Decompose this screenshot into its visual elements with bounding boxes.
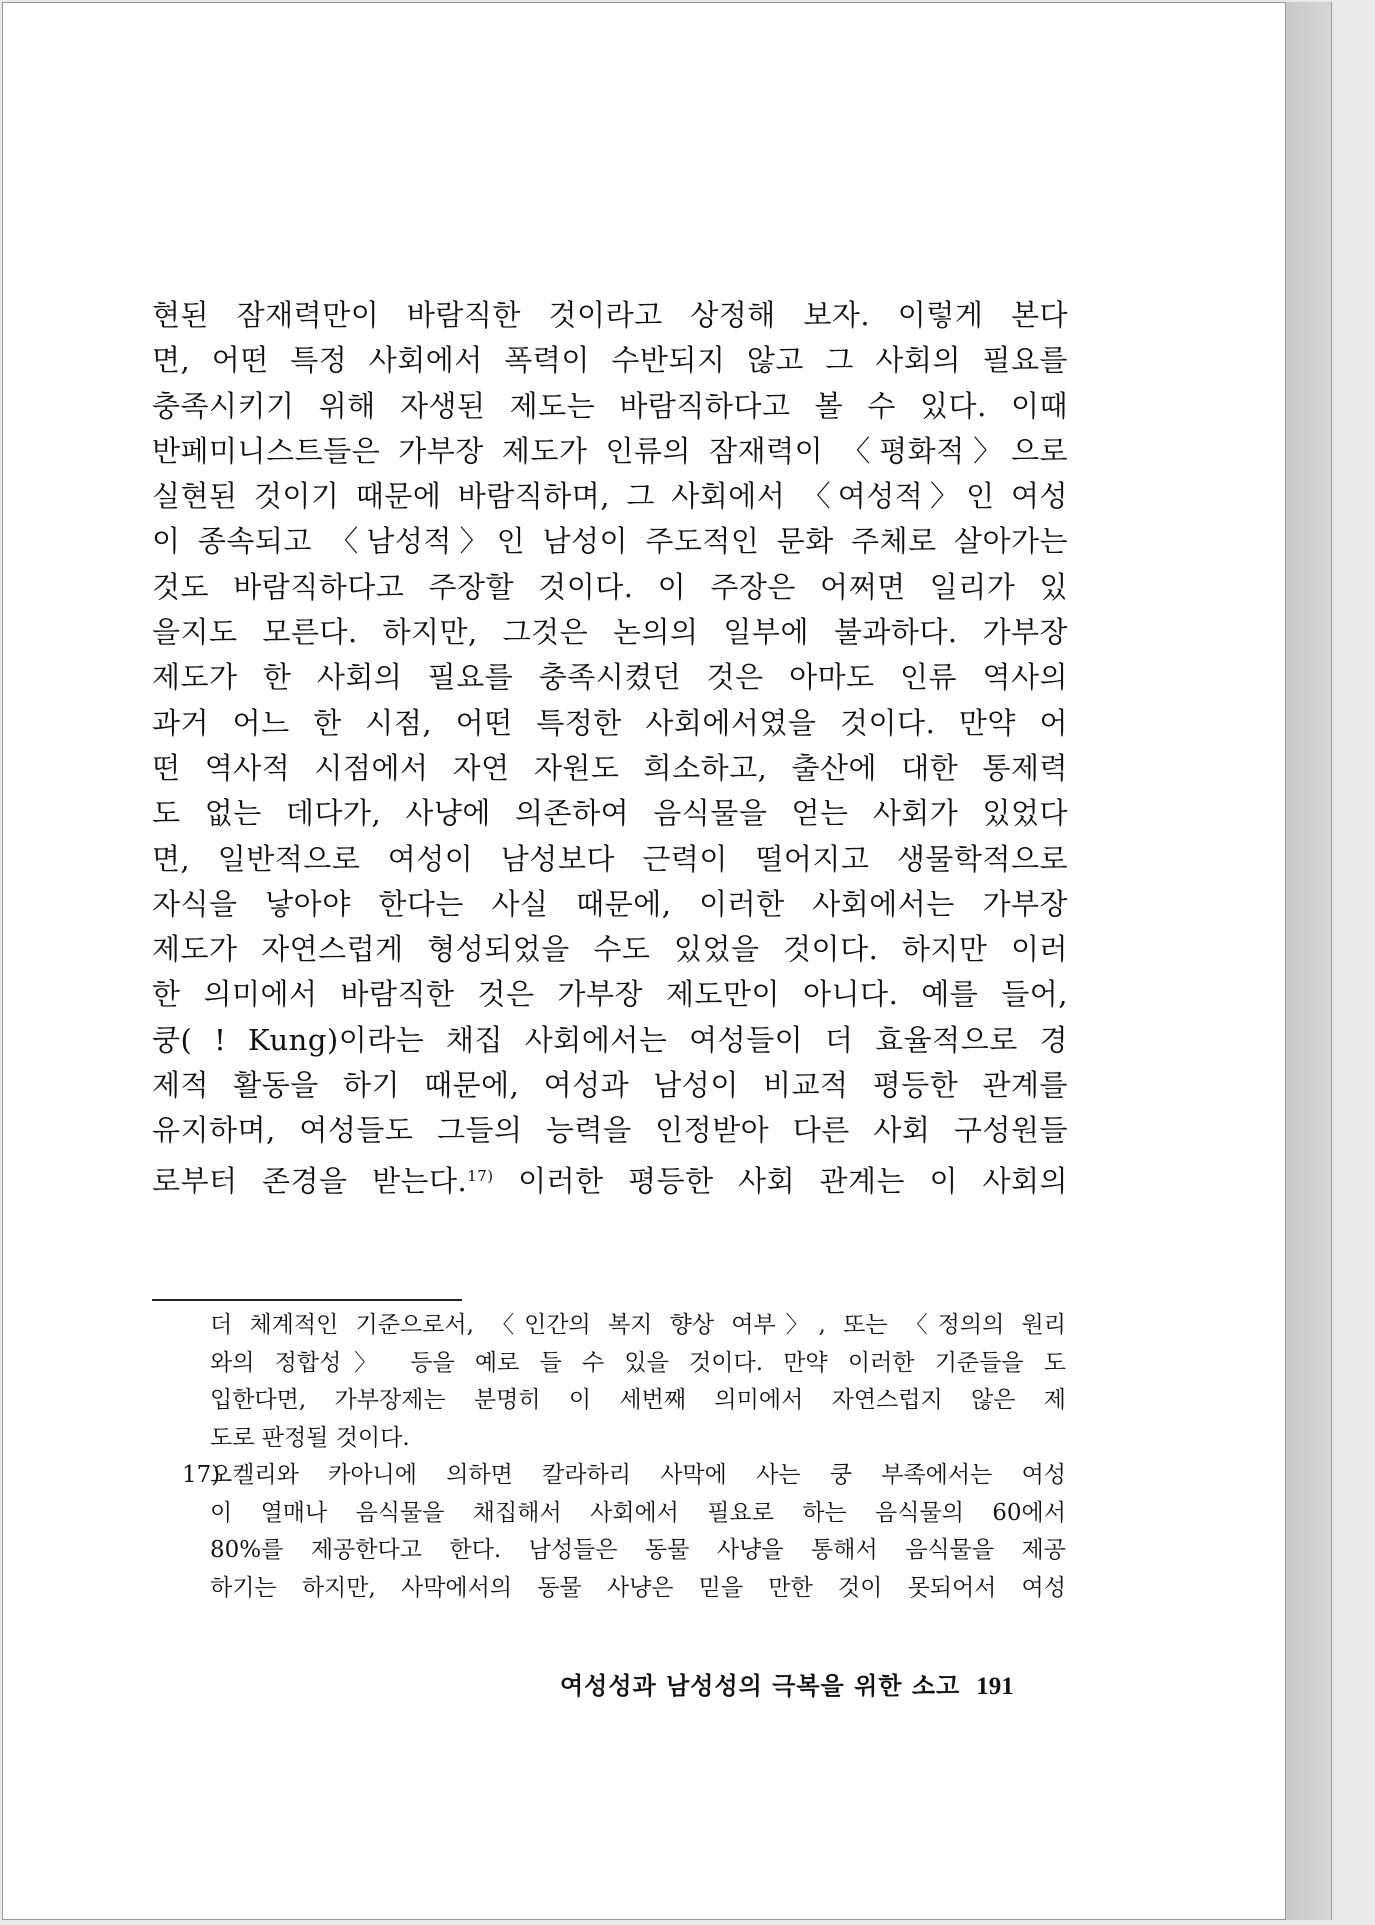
footnotes — [182, 1307, 1066, 1607]
running-title: 여성성과 남성성의 극복을 위한 소고 — [560, 1671, 961, 1700]
footnote-17-text: 오켈리와 카아니에 의하면 칼라하리 사막에 사는 쿵 부족에서는 여성 — [210, 1462, 1066, 1488]
body-line-last — [152, 1154, 1068, 1199]
body-line: 현된 잠재력만이 바람직한 것이라고 상정해 보자. 이렇게 본다 — [152, 298, 1068, 332]
body-line: 면, 일반적으로 여성이 남성보다 근력이 떨어지고 생물학적으로 — [152, 841, 1068, 876]
footnote-line: 80%를 제공한다고 한다. 남성들은 동물 사냥을 통해서 음식물을 제공 — [210, 1537, 1066, 1563]
body-line: 반페미니스트들은 가부장 제도가 인류의 잠재력이 〈평화적〉으로 — [152, 433, 1068, 468]
footnote-line: 도로 판정될 것이다. — [210, 1424, 410, 1451]
footnote-17-number: 17) — [182, 1462, 221, 1488]
footnote-line: 와의 정합성〉 등을 예로 들 수 있을 것이다. 만약 이러한 기준들을 도 — [210, 1349, 1066, 1376]
body-line: 제도가 한 사회의 필요를 충족시켰던 것은 아마도 인류 역사의 — [152, 660, 1068, 695]
footnote-reference-17[interactable]: 17) — [467, 1166, 494, 1185]
page-number: 191 — [976, 1673, 1014, 1700]
body-line: 떤 역사적 시점에서 자연 자원도 희소하고, 출산에 대한 통제력 — [152, 750, 1068, 785]
body-line: 을지도 모른다. 하지만, 그것은 논의의 일부에 불과하다. 가부장 — [152, 615, 1068, 650]
body-line: 도 없는 데다가, 사냥에 의존하여 음식물을 얻는 사회가 있었다 — [152, 796, 1068, 831]
body-line: 면, 어떤 특정 사회에서 폭력이 수반되지 않고 그 사회의 필요를 — [152, 343, 1068, 378]
body-line: 한 의미에서 바람직한 것은 가부장 제도만이 아니다. 예를 들어, — [152, 977, 1068, 1012]
body-line: 쿵( ! Kung)이라는 채집 사회에서는 여성들이 더 효율적으로 경 — [152, 1022, 1068, 1057]
body-line: 이 종속되고 〈남성적〉인 남성이 주도적인 문화 주체로 살아가는 — [152, 524, 1068, 559]
running-footer — [560, 1666, 1040, 1706]
body-line-last-text: 로부터 존경을 받는다. — [152, 1163, 468, 1198]
body-line: 충족시키기 위해 자생된 제도는 바람직하다고 볼 수 있다. 이때 — [152, 388, 1068, 423]
footnote-rule — [152, 1299, 462, 1301]
body-line: 제적 활동을 하기 때문에, 여성과 남성이 비교적 평등한 관계를 — [152, 1068, 1068, 1103]
footnote-line: 입한다면, 가부장제는 분명히 이 세번째 의미에서 자연스럽지 않은 제 — [210, 1387, 1066, 1413]
body-line: 실현된 것이기 때문에 바람직하며, 그 사회에서 〈여성적〉인 여성 — [152, 479, 1068, 514]
footnote-line: 하기는 하지만, 사막에서의 동물 사냥은 믿을 만한 것이 못되어서 여성 — [210, 1574, 1066, 1601]
body-line: 과거 어느 한 시점, 어떤 특정한 사회에서였을 것이다. 만약 어 — [152, 705, 1068, 740]
book-page-edges — [1286, 2, 1332, 1920]
footnote-line: 이 열매나 음식물을 채집해서 사회에서 필요로 하는 음식물의 60에서 — [210, 1499, 1066, 1526]
body-line: 제도가 자연스럽게 형성되었을 수도 있었을 것이다. 하지만 이러 — [152, 932, 1068, 967]
body-line: 유지하며, 여성들도 그들의 능력을 인정받아 다른 사회 구성원들 — [152, 1113, 1068, 1148]
footnote-line: 더 체계적인 기준으로서, 〈인간의 복지 향상 여부〉, 또는 〈정의의 원리 — [210, 1312, 1066, 1338]
body-text — [152, 293, 1068, 1199]
footnote-17-first-line — [182, 1457, 1066, 1495]
body-line: 자식을 낳아야 한다는 사실 때문에, 이러한 사회에서는 가부장 — [152, 886, 1068, 921]
body-line-last-text-cont: 이러한 평등한 사회 관계는 이 사회의 — [493, 1163, 1068, 1198]
body-line: 것도 바람직하다고 주장할 것이다. 이 주장은 어쩌면 일리가 있 — [152, 569, 1068, 604]
